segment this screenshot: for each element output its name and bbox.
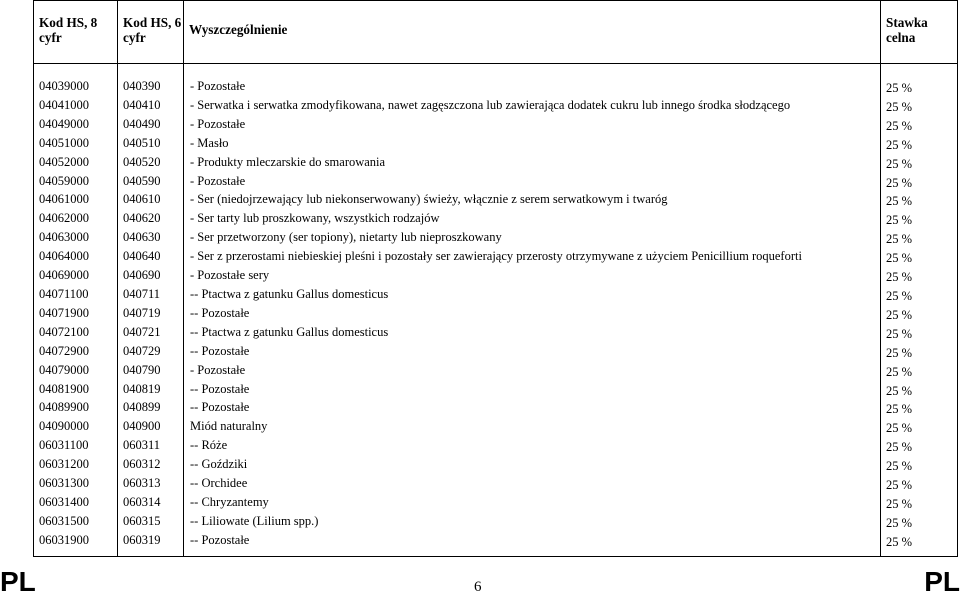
cell-hs6: 060311 bbox=[118, 436, 184, 455]
cell-hs6: 040640 bbox=[118, 247, 184, 266]
cell-description: -- Orchidee bbox=[184, 474, 881, 493]
table-row bbox=[34, 417, 958, 436]
cell-hs8: 04072900 bbox=[34, 342, 118, 361]
cell-hs8: 04071900 bbox=[34, 304, 118, 323]
table-row bbox=[34, 209, 958, 228]
cell-rate: 25 % bbox=[881, 172, 958, 191]
cell-rate: 25 % bbox=[881, 266, 958, 285]
cell-hs6: 040510 bbox=[118, 134, 184, 153]
cell-rate: 25 % bbox=[881, 134, 958, 153]
tariff-table bbox=[33, 0, 958, 557]
cell-description: -- Róże bbox=[184, 436, 881, 455]
cell-hs8: 04052000 bbox=[34, 153, 118, 172]
table-row bbox=[34, 172, 958, 191]
table-header-row bbox=[34, 1, 958, 64]
cell-description: -- Pozostałe bbox=[184, 531, 881, 557]
cell-hs8: 06031500 bbox=[34, 512, 118, 531]
cell-hs8: 04063000 bbox=[34, 228, 118, 247]
table-row bbox=[34, 436, 958, 455]
table-row bbox=[34, 134, 958, 153]
cell-hs6: 040410 bbox=[118, 96, 184, 115]
cell-hs8: 04069000 bbox=[34, 266, 118, 285]
cell-rate: 25 % bbox=[881, 285, 958, 304]
header-description: Wyszczególnienie bbox=[184, 1, 881, 64]
cell-description: - Ser (niedojrzewający lub niekonserwowany) świeży, włącznie z serem serwatkowym i twaróg bbox=[184, 190, 881, 209]
cell-rate: 25 % bbox=[881, 153, 958, 172]
cell-rate: 25 % bbox=[881, 77, 958, 96]
table-row bbox=[34, 96, 958, 115]
cell-hs6: 040721 bbox=[118, 323, 184, 342]
cell-description: -- Pozostałe bbox=[184, 380, 881, 399]
cell-hs6: 040590 bbox=[118, 172, 184, 191]
cell-hs8: 06031900 bbox=[34, 531, 118, 557]
table-row bbox=[34, 493, 958, 512]
cell-rate: 25 % bbox=[881, 115, 958, 134]
table-row bbox=[34, 531, 958, 557]
cell-description: -- Chryzantemy bbox=[184, 493, 881, 512]
cell-hs8: 06031300 bbox=[34, 474, 118, 493]
cell-description: - Pozostałe bbox=[184, 361, 881, 380]
cell-rate: 25 % bbox=[881, 361, 958, 380]
table-row bbox=[34, 323, 958, 342]
table-row bbox=[34, 474, 958, 493]
cell-hs6: 040711 bbox=[118, 285, 184, 304]
footer-language-left: PL bbox=[0, 566, 36, 597]
cell-rate: 25 % bbox=[881, 247, 958, 266]
table-row bbox=[34, 77, 958, 96]
cell-hs8: 04079000 bbox=[34, 361, 118, 380]
cell-hs8: 04039000 bbox=[34, 77, 118, 96]
cell-hs8: 04062000 bbox=[34, 209, 118, 228]
cell-hs6: 060319 bbox=[118, 531, 184, 557]
cell-rate: 25 % bbox=[881, 436, 958, 455]
cell-rate: 25 % bbox=[881, 323, 958, 342]
cell-rate: 25 % bbox=[881, 209, 958, 228]
table-row bbox=[34, 228, 958, 247]
footer-page-number: 6 bbox=[474, 579, 482, 595]
cell-description: -- Pozostałe bbox=[184, 398, 881, 417]
cell-hs6: 040620 bbox=[118, 209, 184, 228]
cell-hs6: 040610 bbox=[118, 190, 184, 209]
cell-hs8: 04059000 bbox=[34, 172, 118, 191]
cell-hs8: 04041000 bbox=[34, 96, 118, 115]
footer-language-right: PL bbox=[924, 566, 960, 597]
table-row bbox=[34, 380, 958, 399]
table-row bbox=[34, 455, 958, 474]
cell-description: - Pozostałe bbox=[184, 115, 881, 134]
cell-hs8: 04089900 bbox=[34, 398, 118, 417]
cell-description: -- Ptactwa z gatunku Gallus domesticus bbox=[184, 323, 881, 342]
cell-description: -- Ptactwa z gatunku Gallus domesticus bbox=[184, 285, 881, 304]
cell-hs6: 040390 bbox=[118, 77, 184, 96]
cell-hs8: 06031200 bbox=[34, 455, 118, 474]
cell-description: -- Pozostałe bbox=[184, 342, 881, 361]
cell-rate: 25 % bbox=[881, 417, 958, 436]
cell-rate: 25 % bbox=[881, 455, 958, 474]
cell-hs6: 060315 bbox=[118, 512, 184, 531]
cell-rate: 25 % bbox=[881, 190, 958, 209]
cell-hs8: 04061000 bbox=[34, 190, 118, 209]
cell-hs6: 040900 bbox=[118, 417, 184, 436]
cell-hs6: 040690 bbox=[118, 266, 184, 285]
table-row bbox=[34, 304, 958, 323]
header-hs8: Kod HS, 8 cyfr bbox=[34, 1, 118, 64]
cell-description: - Ser z przerostami niebieskiej pleśni i pozostały ser zawierający przerosty otrzymywane z użyciem Penicillium roqueforti bbox=[184, 247, 881, 266]
header-rate: Stawka celna bbox=[881, 1, 958, 64]
cell-description: - Serwatka i serwatka zmodyfikowana, nawet zagęszczona lub zawierająca dodatek cukru lub innego środka słodzącego bbox=[184, 96, 881, 115]
cell-description: - Ser przetworzony (ser topiony), nietarty lub nieproszkowany bbox=[184, 228, 881, 247]
cell-rate: 25 % bbox=[881, 96, 958, 115]
cell-hs8: 04051000 bbox=[34, 134, 118, 153]
cell-hs8: 04072100 bbox=[34, 323, 118, 342]
cell-hs6: 060312 bbox=[118, 455, 184, 474]
table-row bbox=[34, 342, 958, 361]
cell-rate: 25 % bbox=[881, 342, 958, 361]
table-row bbox=[34, 190, 958, 209]
table-row bbox=[34, 361, 958, 380]
cell-hs6: 040490 bbox=[118, 115, 184, 134]
cell-hs8: 04071100 bbox=[34, 285, 118, 304]
cell-rate: 25 % bbox=[881, 398, 958, 417]
table-spacer-row bbox=[34, 64, 958, 78]
cell-rate: 25 % bbox=[881, 380, 958, 399]
cell-hs6: 060313 bbox=[118, 474, 184, 493]
cell-description: -- Pozostałe bbox=[184, 304, 881, 323]
cell-hs6: 040899 bbox=[118, 398, 184, 417]
cell-hs8: 06031100 bbox=[34, 436, 118, 455]
cell-description: - Ser tarty lub proszkowany, wszystkich rodzajów bbox=[184, 209, 881, 228]
cell-rate: 25 % bbox=[881, 512, 958, 531]
table-row bbox=[34, 115, 958, 134]
header-hs6: Kod HS, 6 cyfr bbox=[118, 1, 184, 64]
cell-hs8: 04090000 bbox=[34, 417, 118, 436]
cell-hs8: 04064000 bbox=[34, 247, 118, 266]
cell-description: - Pozostałe bbox=[184, 172, 881, 191]
table-row bbox=[34, 266, 958, 285]
table-row bbox=[34, 398, 958, 417]
cell-hs6: 040520 bbox=[118, 153, 184, 172]
table-row bbox=[34, 285, 958, 304]
cell-hs8: 04081900 bbox=[34, 380, 118, 399]
cell-rate: 25 % bbox=[881, 304, 958, 323]
cell-hs6: 040719 bbox=[118, 304, 184, 323]
cell-hs6: 040630 bbox=[118, 228, 184, 247]
cell-hs6: 040729 bbox=[118, 342, 184, 361]
cell-description: - Produkty mleczarskie do smarowania bbox=[184, 153, 881, 172]
cell-hs8: 06031400 bbox=[34, 493, 118, 512]
cell-rate: 25 % bbox=[881, 531, 958, 557]
cell-rate: 25 % bbox=[881, 228, 958, 247]
cell-description: - Pozostałe bbox=[184, 77, 881, 96]
cell-hs6: 040790 bbox=[118, 361, 184, 380]
cell-description: - Pozostałe sery bbox=[184, 266, 881, 285]
table-row bbox=[34, 247, 958, 266]
cell-hs6: 040819 bbox=[118, 380, 184, 399]
cell-hs8: 04049000 bbox=[34, 115, 118, 134]
cell-description: -- Goździki bbox=[184, 455, 881, 474]
table-row bbox=[34, 512, 958, 531]
cell-description: -- Liliowate (Lilium spp.) bbox=[184, 512, 881, 531]
table-row bbox=[34, 153, 958, 172]
cell-rate: 25 % bbox=[881, 474, 958, 493]
cell-description: - Masło bbox=[184, 134, 881, 153]
table-body bbox=[34, 64, 958, 557]
cell-description: Miód naturalny bbox=[184, 417, 881, 436]
cell-rate: 25 % bbox=[881, 493, 958, 512]
cell-hs6: 060314 bbox=[118, 493, 184, 512]
